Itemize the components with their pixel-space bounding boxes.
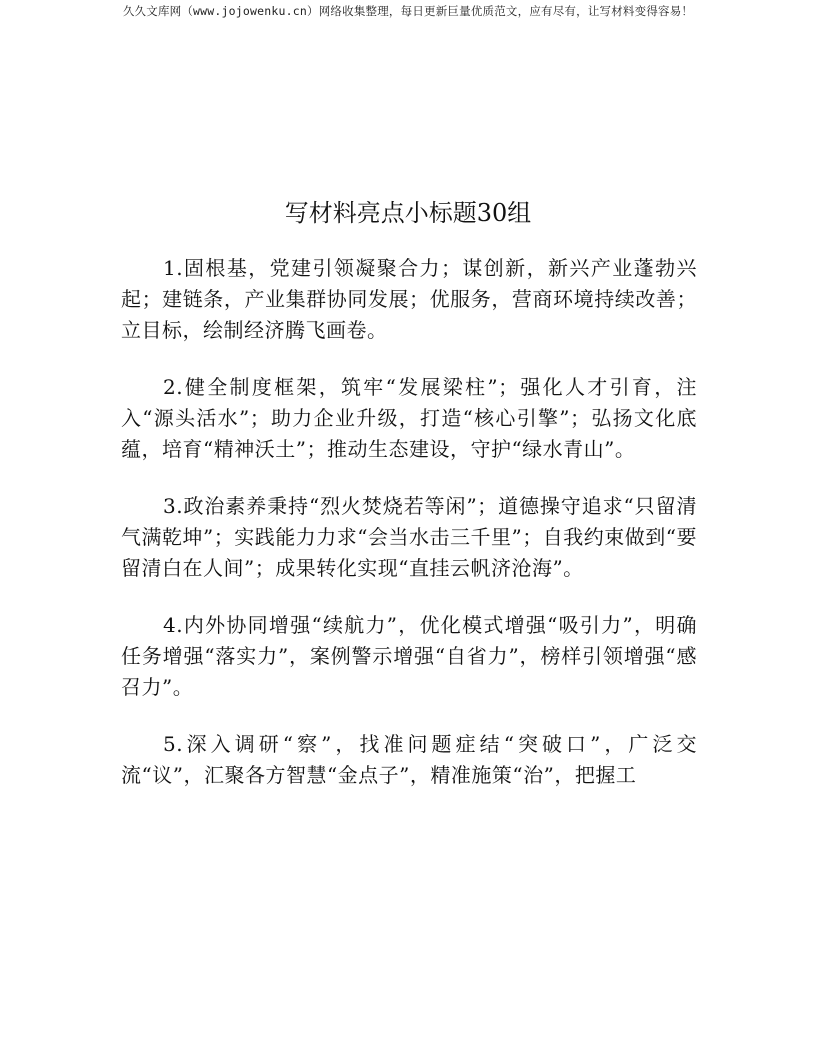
document-title: 写材料亮点小标题30组: [284, 199, 532, 227]
paragraph-1: 1.固根基，党建引领凝聚合力；谋创新，新兴产业蓬勃兴起；建链条，产业集群协同发展；优服务，营商环境持续改善；立目标，绘制经济腾飞画卷。: [121, 256, 697, 342]
paragraph-4: 4.内外协同增强“续航力”，优化模式增强“吸引力”，明确任务增强“落实力”，案例警示增强“自省力”，榜样引领增强“感召力”。: [121, 613, 697, 699]
paragraph-3: 3.政治素养秉持“烈火焚烧若等闲”；道德操守追求“只留清气满乾坤”；实践能力力求“会当水击三千里”；自我约束做到“要留清白在人间”；成果转化实现“直挂云帆济沧海”。: [121, 494, 697, 580]
paragraph-5: 5.深入调研“察”，找准问题症结“突破口”，广泛交流“议”，汇聚各方智慧“金点子”，精准施策“治”，把握工: [121, 732, 697, 787]
paragraph-2: 2.健全制度框架，筑牢“发展梁柱”；强化人才引育，注入“源头活水”；助力企业升级，打造“核心引擎”；弘扬文化底蕴，培育“精神沃土”；推动生态建设，守护“绿水青山”。: [121, 375, 697, 461]
site-header-banner: 久久文库网（www.jojowenku.cn）网络收集整理，每日更新巨量优质范文，应有尽有，让写材料变得容易！: [122, 4, 694, 18]
document-body: [121, 253, 697, 817]
